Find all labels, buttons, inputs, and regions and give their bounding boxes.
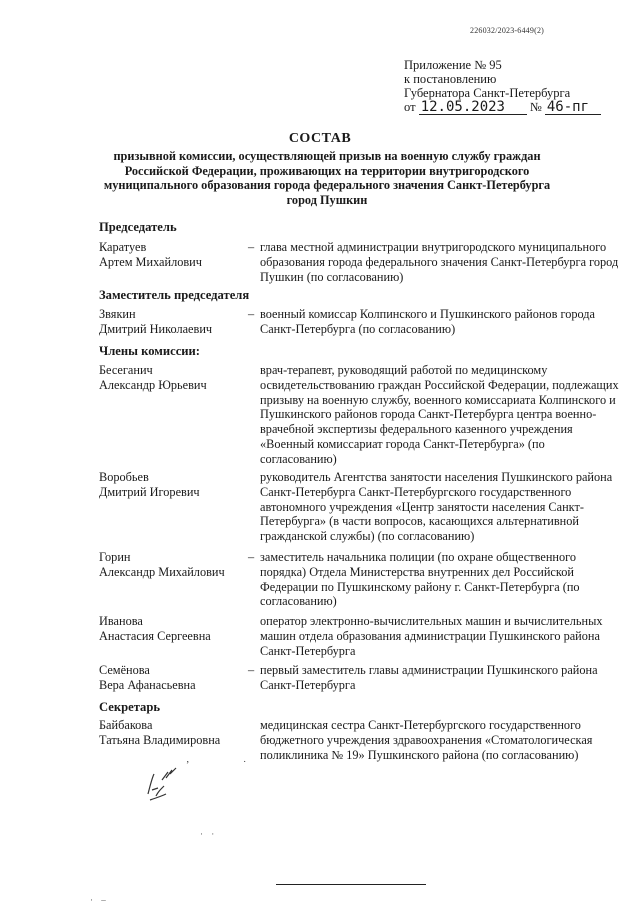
given-names: Татьяна Владимировна bbox=[99, 732, 221, 747]
section-members: Члены комиссии: bbox=[99, 344, 201, 358]
surname: Звякин bbox=[99, 307, 136, 321]
decree-date: 12.05.2023 bbox=[419, 101, 527, 115]
surname: Бесеганич bbox=[99, 363, 153, 377]
position-description: руководитель Агентства занятости населения Пушкинского района Санкт-Петербурга Санкт-Петербургского государственного автономного учреждения «Центр занятости населения Санкт-Петербурга» (в части вопросов, касающихся альтернативной гражданской службы) (по согласованию) bbox=[260, 470, 613, 544]
bottom-rule bbox=[276, 884, 426, 885]
section-secretary: Секретарь bbox=[99, 700, 160, 714]
person-name bbox=[99, 470, 249, 500]
section-deputy: Заместитель председателя bbox=[99, 288, 250, 302]
surname: Иванова bbox=[99, 614, 143, 628]
surname: Байбакова bbox=[99, 718, 153, 732]
document-title: СОСТАВ bbox=[288, 131, 352, 146]
dash: – bbox=[248, 663, 255, 677]
person-name bbox=[99, 550, 249, 580]
position-description: военный комиссар Колпинского и Пушкинского районов города Санкт-Петербурга (по согласованию) bbox=[260, 307, 595, 336]
position-description: врач-терапевт, руководящий работой по медицинскому освидетельствованию граждан Российской Федерации, подлежащих призыву на военную службу, военного комиссариата Колпинского и Пушкинского районов города Санкт-Петербурга центра военно-врачебной экспертизы федерального казенного учреждения «Военный комиссариат города Санкт-Петербурга» (по согласованию) bbox=[260, 363, 619, 466]
number-label: № bbox=[529, 100, 542, 114]
person-name bbox=[99, 614, 249, 644]
dash: – bbox=[248, 550, 255, 564]
person-name bbox=[99, 240, 249, 270]
surname: Горин bbox=[99, 550, 131, 564]
appendix-line-2: к постановлению bbox=[404, 72, 497, 86]
position-description: первый заместитель главы администрации Пушкинского района Санкт-Петербурга bbox=[260, 663, 598, 692]
decree-number: 46-пг bbox=[545, 101, 601, 115]
section-chairman: Председатель bbox=[99, 220, 177, 234]
person-name bbox=[99, 363, 249, 393]
given-names: Дмитрий Игоревич bbox=[99, 484, 200, 499]
dash: – bbox=[248, 307, 255, 321]
scan-marks-bottom: · – bbox=[90, 895, 109, 905]
document-number: 226032/2023-6449(2) bbox=[470, 26, 545, 35]
given-names: Вера Афанасьевна bbox=[99, 677, 196, 692]
given-names: Александр Михайлович bbox=[99, 564, 225, 579]
given-names: Александр Юрьевич bbox=[99, 377, 207, 392]
position-description: оператор электронно-вычислительных машин и вычислительных машин отдела образования администрации Пушкинского района Санкт-Петербурга bbox=[260, 614, 603, 658]
appendix-line-1: Приложение № 95 bbox=[404, 58, 502, 72]
appendix-date-line bbox=[404, 100, 601, 115]
tick-mark: ˙ bbox=[243, 760, 247, 771]
given-names: Артем Михайлович bbox=[99, 254, 202, 269]
surname: Семёнова bbox=[99, 663, 150, 677]
surname: Воробьев bbox=[99, 470, 149, 484]
document-subtitle: призывной комиссии, осуществляющей призыв на военную службу граждан Российской Федерации, проживающих на территории внутригородского муниципального образования города федерального значения Санкт-Петербурга город Пушкин bbox=[103, 149, 551, 207]
from-label: от bbox=[404, 100, 416, 114]
given-names: Анастасия Сергеевна bbox=[99, 628, 211, 643]
scan-marks: · · bbox=[200, 829, 218, 839]
person-name bbox=[99, 663, 249, 693]
dash: – bbox=[248, 240, 255, 254]
person-name bbox=[99, 307, 249, 337]
appendix-line-3: Губернатора Санкт-Петербурга bbox=[404, 86, 571, 100]
position-description: заместитель начальника полиции (по охране общественного порядка) Отдела Министерства внутренних дел Российской Федерации по Пушкинскому району г. Санкт-Петербурга (по согласованию) bbox=[260, 550, 580, 609]
given-names: Дмитрий Николаевич bbox=[99, 321, 213, 336]
position-description: медицинская сестра Санкт-Петербургского государственного бюджетного учреждения здравоохранения «Стоматологическая поликлиника № 19» Пушкинского района (по согласованию) bbox=[260, 718, 593, 762]
appendix-block bbox=[404, 58, 601, 115]
position-description: глава местной администрации внутригородского муниципального образования города федерального значения Санкт-Петербурга город Пушкин (по согласованию) bbox=[260, 240, 619, 284]
surname: Каратуев bbox=[99, 240, 147, 254]
tick-mark: ʼ bbox=[186, 760, 190, 771]
handwritten-stamp-mark bbox=[142, 760, 186, 804]
person-name bbox=[99, 718, 249, 748]
